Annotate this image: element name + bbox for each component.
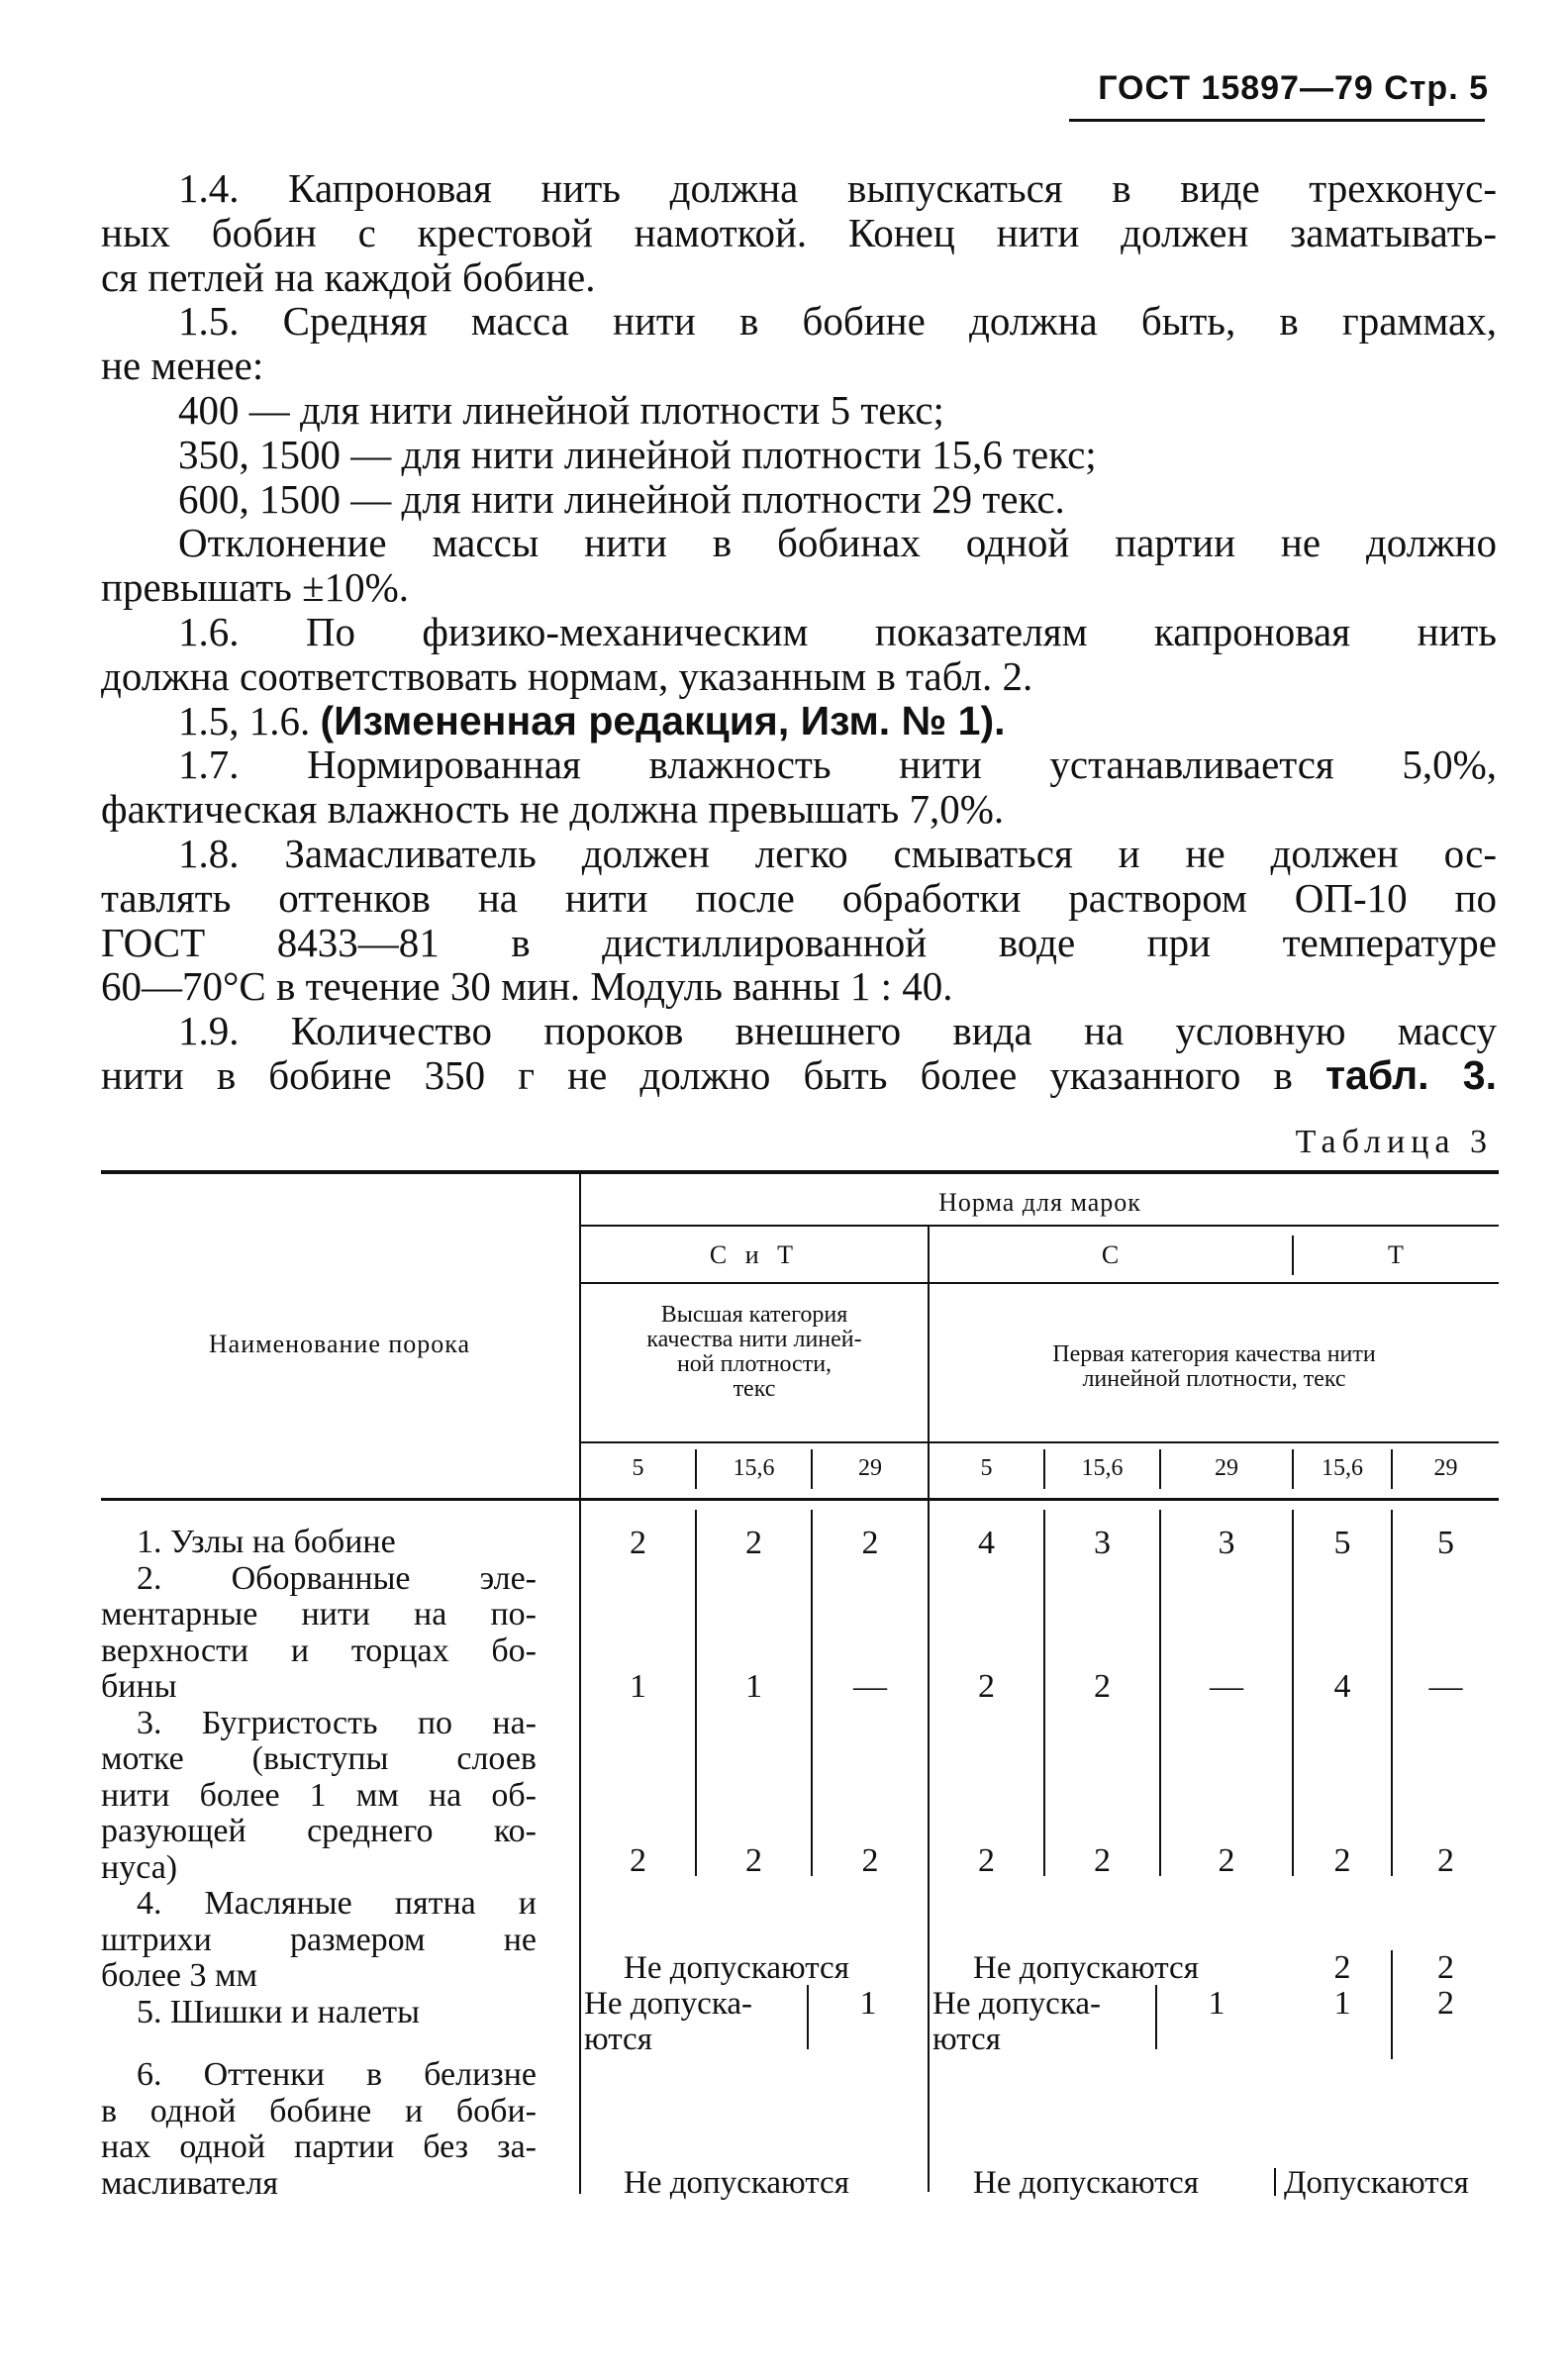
split-line: Не допуска- [932, 1986, 1101, 2022]
density-15-6: 15,6 [1322, 1455, 1363, 1481]
category-first-line: Первая категория качества нити [1052, 1341, 1376, 1367]
split-line: ются [932, 2022, 1001, 2057]
norm-rule [580, 1225, 1499, 1227]
deviation-line: Отклонение массы нити в бобинах одной партии не должно [178, 520, 1497, 566]
defect-name-line: верхности и торцах бо- [101, 1632, 537, 1669]
marks-rule [580, 1282, 1499, 1284]
clause-1-6-line: 1.6. По физико-механическим показателям капроновая нить [178, 608, 1497, 654]
defect-name-line: нах одной партии без за- [101, 2128, 537, 2165]
split-not-allowed [584, 1986, 752, 2057]
clause-1-7-line: 1.7. Нормированная влажность нити устанавливается 5,0%, [178, 742, 1497, 788]
value-cell: 2 [630, 1525, 646, 1561]
defect-name-line: мотке (выступы слоев [101, 1740, 537, 1777]
density-15-6: 15,6 [1081, 1455, 1124, 1481]
clause-1-6-line: должна соответствовать нормам, указанным в табл. 2. [101, 652, 1033, 699]
defect-name-line: масливателя [101, 2164, 278, 2202]
defect-name [101, 2057, 537, 2202]
deviation-line: превышать ±10%. [101, 564, 410, 611]
table-header-rule [101, 1498, 1499, 1501]
value-cell: 5 [1437, 1525, 1454, 1561]
split-not-allowed [932, 1986, 1101, 2057]
value-cell: 2 [861, 1842, 879, 1879]
value-cell: 2 [978, 1842, 995, 1879]
value-cell: 3 [1094, 1525, 1111, 1561]
value-cell: 1 [745, 1668, 762, 1705]
col-divider [1274, 2168, 1276, 2196]
defect-name-line: в одной бобине и боби- [101, 2092, 537, 2129]
clause-1-7-line: фактическая влажность не должна превышать 7,0%. [101, 786, 1005, 833]
value-cell: 1 [1208, 1985, 1225, 2022]
value-cell: 2 [745, 1842, 762, 1879]
defect-name-line: бины [101, 1668, 177, 1705]
mark-header: С и Т [709, 1240, 800, 1269]
value-cell: 2 [1437, 1985, 1454, 2022]
change-note-bold: (Измененная редакция, Изм. № 1). [320, 697, 1006, 743]
body-text [101, 166, 1497, 1098]
value-cell: 4 [1333, 1668, 1351, 1705]
category-high [581, 1303, 928, 1402]
density-29: 29 [858, 1455, 882, 1481]
clause-1-9-line [101, 1053, 1497, 1098]
defect-name-line: 6. Оттенки в белизне [137, 2056, 537, 2093]
split-line: ются [584, 2022, 652, 2057]
clause-1-8-line: ГОСТ 8433—81 в дистиллированной воде при температуре [101, 919, 1497, 965]
change-note [101, 699, 1497, 743]
span-not-allowed: Не допускаются [973, 1950, 1199, 1986]
value-cell: 2 [861, 1525, 879, 1561]
defect-name-line: 2. Оборванные эле- [137, 1559, 537, 1597]
mark-header: Т [1388, 1240, 1405, 1269]
category-high-line: текс [733, 1376, 776, 1402]
col-header-name: Наименование порока [208, 1330, 471, 1358]
table-top-rule [101, 1170, 1499, 1174]
category-high-line: ной плотности, [676, 1351, 833, 1377]
value-cell: 1 [1333, 1985, 1351, 2022]
defect-name [101, 1525, 537, 2030]
defect-name-line: 5. Шишки и налеты [137, 1993, 420, 2030]
clause-1-5-line: не менее: [101, 343, 264, 389]
defect-name-line: ментарные нити на по- [101, 1596, 537, 1632]
change-note-prefix: 1.5, 1.6. [178, 697, 311, 743]
density-5: 5 [980, 1455, 993, 1481]
value-cell: 2 [1437, 1949, 1454, 1986]
category-rule [580, 1441, 1499, 1443]
clause-1-4-line: ся петлей на каждой бобине. [101, 253, 596, 300]
defect-name-line: нуса) [101, 1848, 178, 1886]
header-rule [1069, 119, 1485, 122]
value-cell: 2 [745, 1525, 762, 1561]
clause-1-8-line: 60—70°С в течение 30 мин. Модуль ванны 1 : 40. [101, 963, 953, 1010]
clause-1-8-line: тавлять оттенков на нити после обработки раствором ОП-10 по [101, 874, 1497, 921]
value-cell: 5 [1333, 1525, 1351, 1561]
clause-1-5-line: 1.5. Средняя масса нити в бобине должна быть, в граммах, [178, 298, 1497, 345]
defect-name-line: более 3 мм [101, 1957, 258, 1994]
value-cell: 1 [859, 1985, 877, 2022]
value-cell: 2 [1094, 1668, 1111, 1705]
value-cell: 2 [1333, 1842, 1351, 1879]
density-29: 29 [1215, 1455, 1238, 1481]
value-cell: 2 [630, 1842, 646, 1879]
mark-header: С [1101, 1240, 1121, 1269]
value-cell: — [1210, 1668, 1243, 1705]
split-line: Не допуска- [584, 1986, 752, 2022]
mass-line: 350, 1500 — для нити линейной плотности 15,6 текс; [178, 431, 1097, 477]
clause-1-4-line: ных бобин с крестовой намоткой. Конец нити должен заматывать- [101, 209, 1497, 255]
value-cell: 2 [1437, 1842, 1454, 1879]
span-not-allowed: Не допускаются [973, 2165, 1199, 2201]
span-not-allowed: Не допускаются [624, 2165, 849, 2201]
value-cell: 3 [1218, 1525, 1235, 1561]
value-cell: 2 [1094, 1842, 1111, 1879]
density-5: 5 [632, 1455, 644, 1481]
mass-line: 600, 1500 — для нити линейной плотности 29 текс. [178, 475, 1065, 522]
value-cell: 2 [1218, 1842, 1235, 1879]
defect-name-line: разующей среднего ко- [101, 1813, 537, 1849]
density-15-6: 15,6 [733, 1455, 775, 1481]
value-cell: — [853, 1668, 887, 1705]
value-cell: 4 [978, 1525, 995, 1561]
defect-name-line: 3. Бугристость по на- [137, 1704, 537, 1741]
span-allowed: Допускаются [1284, 2165, 1469, 2201]
category-first [930, 1342, 1499, 1392]
clause-1-8-line: 1.8. Замасливатель должен легко смываться и не должен ос- [178, 830, 1497, 876]
value-cell: 1 [630, 1668, 646, 1705]
value-cell: 2 [1333, 1949, 1351, 1986]
category-first-line: линейной плотности, текс [1082, 1366, 1346, 1392]
value-cell: 2 [978, 1668, 995, 1705]
defect-name-line: 1. Узлы на бобине [137, 1524, 396, 1560]
mass-line: 400 — для нити линейной плотности 5 текс; [178, 386, 944, 433]
value-cell: — [1428, 1668, 1463, 1705]
category-high-line: качества нити линей- [646, 1327, 862, 1352]
category-high-line: Высшая категория [660, 1302, 848, 1328]
density-29: 29 [1433, 1455, 1458, 1481]
table-title: Таблица 3 [1295, 1124, 1493, 1160]
clause-1-4-line: 1.4. Капроновая нить должна выпускаться в виде трехконус- [178, 165, 1497, 211]
defect-name-line: штрихи размером не [101, 1921, 537, 1958]
span-not-allowed: Не допускаются [624, 1950, 849, 1986]
defect-name-line: 4. Масляные пятна и [137, 1885, 537, 1922]
clause-1-9-line: 1.9. Количество пороков внешнего вида на условную массу [178, 1008, 1497, 1054]
clause-1-9-bold: табл. 3. [1324, 1051, 1497, 1098]
defect-name-line: нити более 1 мм на об- [101, 1776, 537, 1814]
norm-header: Норма для марок [938, 1188, 1141, 1217]
page-header: ГОСТ 15897—79 Стр. 5 [1098, 69, 1489, 107]
clause-1-9-text: нити в бобине 350 г не должно быть более указанного в [101, 1051, 1293, 1098]
